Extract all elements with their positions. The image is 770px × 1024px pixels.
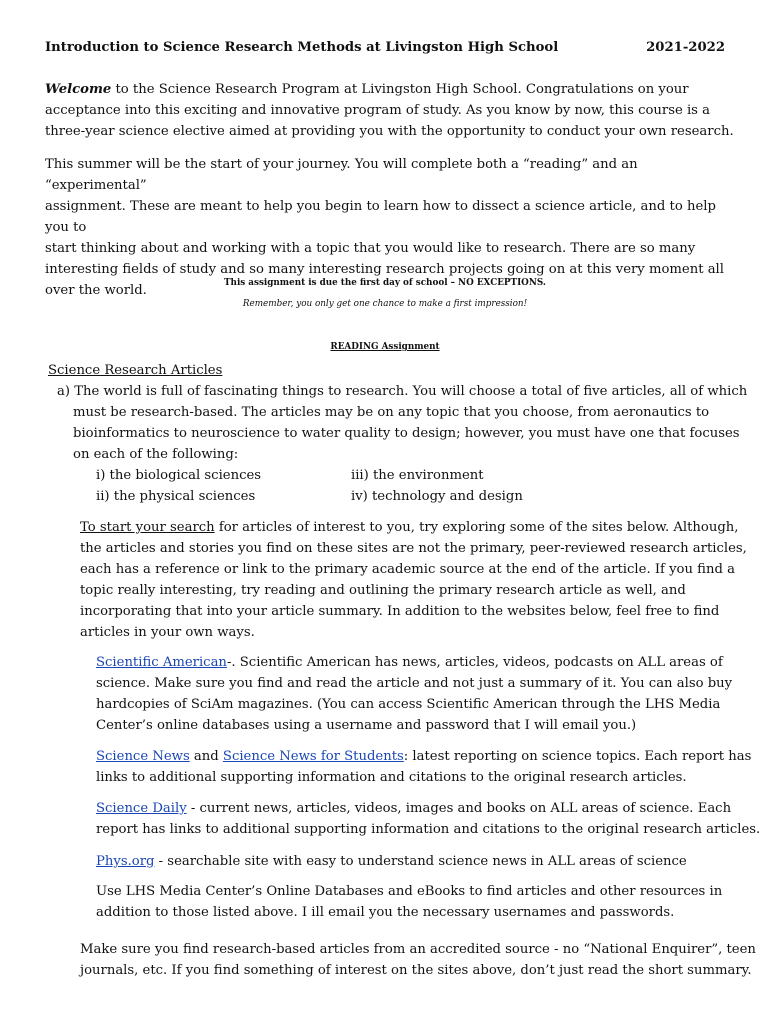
item-a-line: must be research-based. The articles may be on any topic that you choose, from aeronautics to	[73, 405, 710, 420]
topic-environment: iii) the environment	[351, 468, 484, 483]
science-daily-line-2: report has links to additional supporting information and citations to the original research articles.	[96, 822, 761, 837]
resource-science-daily	[96, 798, 761, 840]
science-news-line-1: : latest reporting on science topics. Each report has	[403, 749, 752, 764]
topic-biological: i) the biological sciences	[96, 468, 262, 483]
search-intro-line: each has a reference or link to the primary academic source at the end of the article. If you find a	[80, 562, 735, 577]
search-intro-line: the articles and stories you find on these sites are not the primary, peer-reviewed research articles,	[80, 541, 747, 556]
closing-line: journals, etc. If you find something of interest on the sites above, don’t just read the short summary.	[80, 963, 752, 978]
item-a-line: bioinformatics to neuroscience to water quality to design; however, you must have one that focuses	[73, 426, 740, 441]
sciam-line: Center’s online databases using a username and password that I will email you.)	[96, 718, 637, 733]
welcome-paragraph	[45, 79, 735, 142]
search-intro-paragraph	[80, 517, 747, 643]
science-research-articles-subheading: Science Research Articles	[48, 363, 223, 378]
summer-line: interesting fields of study and so many interesting research projects going on at this very moment all	[45, 262, 724, 277]
science-news-for-students-link[interactable]: Science News for Students	[222, 749, 404, 764]
item-a-line: on each of the following:	[73, 447, 239, 462]
item-a-line: a) The world is full of fascinating things to research. You will choose a total of five articles, all of which	[57, 384, 748, 399]
search-intro-line-1: for articles of interest to you, try exploring some of the sites below. Although,	[214, 520, 739, 535]
school-year: 2021-2022	[646, 40, 725, 55]
topic-technology: iv) technology and design	[351, 489, 523, 504]
resource-science-news	[96, 746, 752, 788]
science-news-line-2: links to additional supporting information and citations to the original research articles.	[96, 770, 687, 785]
summer-line: start thinking about and working with a topic that you would like to research. There are so many	[45, 241, 696, 256]
science-daily-link[interactable]: Science Daily	[96, 801, 187, 816]
sciam-line: science. Make sure you find and read the article and not just a summary of it. You can also buy	[96, 676, 733, 691]
summer-line: over the world.	[45, 283, 147, 298]
welcome-word: Welcome	[45, 82, 112, 97]
science-news-link[interactable]: Science News	[96, 749, 190, 764]
lhs-line-1: Use LHS Media Center’s Online Databases and eBooks to find articles and other resources in	[96, 884, 723, 899]
welcome-line-1: to the Science Research Program at Livingston High School. Congratulations on your	[111, 82, 689, 97]
summer-line: This summer will be the start of your journey. You will complete both a “reading” and an “experimental”	[45, 157, 638, 193]
topic-physical: ii) the physical sciences	[96, 489, 256, 504]
resource-phys-org	[96, 851, 746, 872]
search-intro-line: topic really interesting, try reading and outlining the primary research article as well, and	[80, 583, 686, 598]
sciam-line: hardcopies of SciAm magazines. (You can access Scientific American through the LHS Media	[96, 697, 721, 712]
phys-org-line-1: - searchable site with easy to understand science news in ALL areas of science	[154, 854, 687, 869]
welcome-line-2: acceptance into this exciting and innovative program of study. As you know by now, this course is a	[45, 103, 710, 118]
science-daily-line-1: - current news, articles, videos, images and books on ALL areas of science. Each	[186, 801, 732, 816]
sciam-line-1: -. Scientific American has news, articles, videos, podcasts on ALL areas of	[226, 655, 723, 670]
closing-line: Make sure you find research-based articles from an accredited source - no “National Enquirer”, teen	[80, 942, 756, 957]
reading-assignment-heading: READING Assignment	[330, 342, 440, 352]
item-a	[57, 381, 748, 465]
and-text: and	[189, 749, 223, 764]
welcome-line-3: three-year science elective aimed at providing you with the opportunity to conduct your own research.	[45, 124, 734, 139]
phys-org-link[interactable]: Phys.org	[96, 854, 155, 869]
summer-line: assignment. These are meant to help you begin to learn how to dissect a science article, and to help you to	[45, 199, 716, 235]
scientific-american-link[interactable]: Scientific American	[96, 655, 227, 670]
closing-paragraph	[80, 939, 756, 981]
course-title: Introduction to Science Research Methods at Livingston High School	[45, 40, 559, 55]
resource-scientific-american	[96, 652, 746, 736]
page-header	[45, 37, 725, 59]
lhs-line-2: addition to those listed above. I ill email you the necessary usernames and passwords.	[96, 905, 675, 920]
resource-lhs-media-center	[96, 881, 746, 923]
search-intro-line: articles in your own ways.	[80, 625, 255, 640]
start-search-text: To start your search	[80, 520, 215, 535]
search-intro-line: incorporating that into your article summary. In addition to the websites below, feel free to find	[80, 604, 720, 619]
due-notice: This assignment is due the first day of school – NO EXCEPTIONS.	[224, 278, 546, 288]
first-impression-reminder: Remember, you only get one chance to make a first impression!	[242, 299, 528, 309]
